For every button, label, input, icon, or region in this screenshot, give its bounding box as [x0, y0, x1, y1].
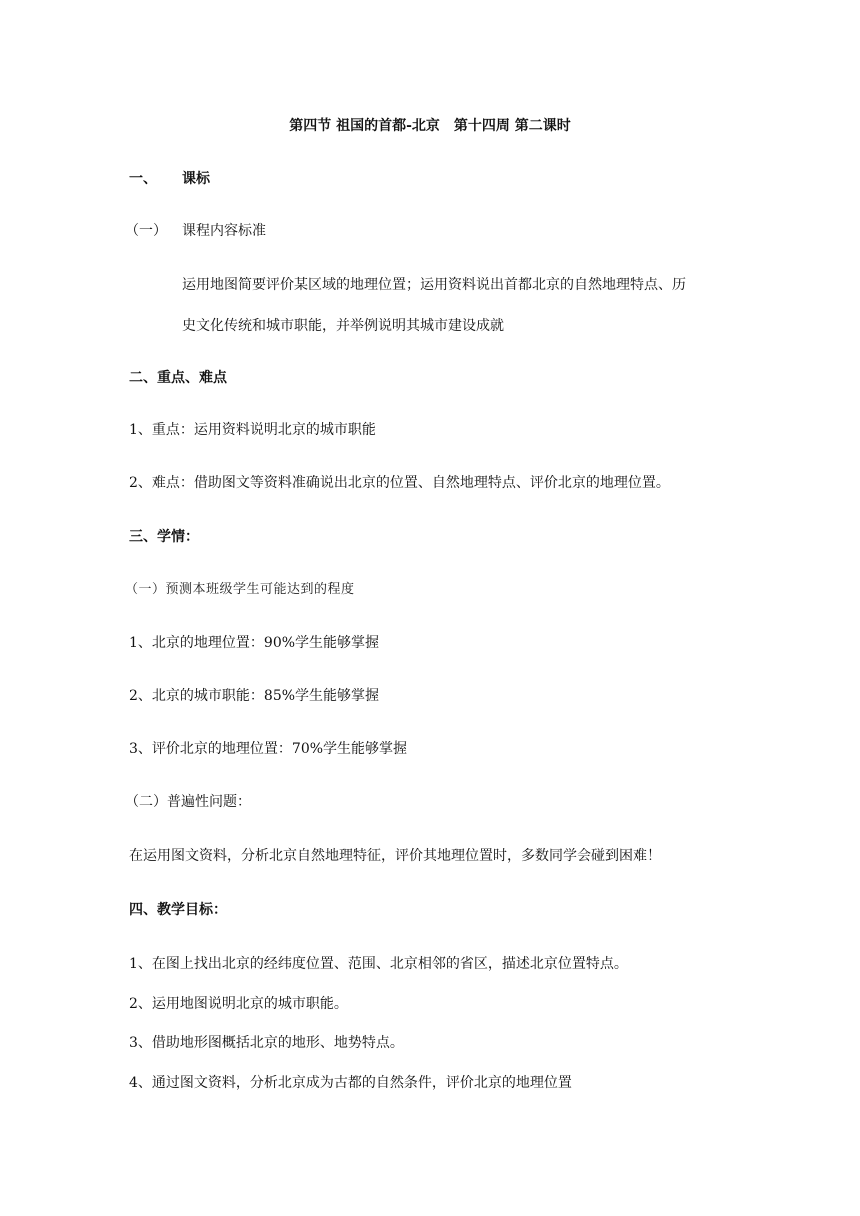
- goal-item-2: 2、运用地图说明北京的城市职能。: [129, 996, 348, 1012]
- level-item-2: 2、北京的城市职能：85%学生能够掌握: [129, 688, 380, 704]
- goal-item-3: 3、借助地形图概括北京的地形、地势特点。: [129, 1035, 404, 1051]
- level-item-1: 1、北京的地理位置：90%学生能够掌握: [129, 635, 380, 651]
- section1-number: 一、: [129, 171, 157, 187]
- section1-sub-number: （一）: [125, 223, 167, 239]
- level-item-3: 3、评价北京的地理位置：70%学生能够掌握: [129, 741, 408, 757]
- keypoint-item: 1、重点：运用资料说明北京的城市职能: [129, 422, 376, 438]
- section3-sub2-heading: （二）普遍性问题：: [125, 794, 251, 810]
- section3-heading: 三、学情：: [129, 529, 199, 545]
- section1-heading: 课标: [182, 171, 210, 187]
- section3-sub1-heading: （一）预测本班级学生可能达到的程度: [125, 582, 355, 597]
- standard-line-1: 运用地图简要评价某区域的地理位置；运用资料说出首都北京的自然地理特点、历: [182, 277, 686, 293]
- section2-heading: 二、重点、难点: [129, 370, 227, 386]
- document-title: 第四节 祖国的首都-北京 第十四周 第二课时: [289, 118, 571, 134]
- goal-item-4: 4、通过图文资料，分析北京成为古都的自然条件，评价北京的地理位置: [129, 1075, 572, 1091]
- standard-line-2: 史文化传统和城市职能，并举例说明其城市建设成就: [182, 318, 504, 334]
- common-problem-text: 在运用图文资料，分析北京自然地理特征，评价其地理位置时，多数同学会碰到困难！: [129, 848, 661, 864]
- section4-heading: 四、教学目标：: [129, 902, 227, 918]
- difficulty-item: 2、难点：借助图文等资料准确说出北京的位置、自然地理特点、评价北京的地理位置。: [129, 475, 670, 491]
- section1-sub-heading: 课程内容标准: [182, 223, 266, 239]
- goal-item-1: 1、在图上找出北京的经纬度位置、范围、北京相邻的省区，描述北京位置特点。: [129, 956, 628, 972]
